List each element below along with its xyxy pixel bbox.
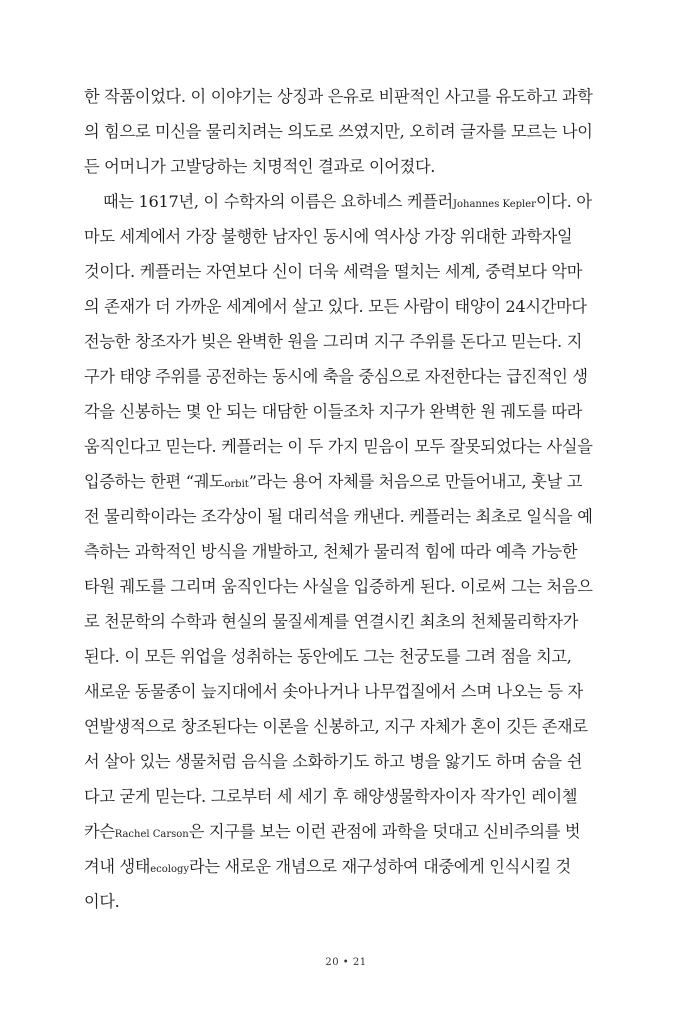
latin-annotation: ecology xyxy=(150,864,190,875)
text-line: 이다. xyxy=(84,892,120,911)
text-line: 전능한 창조자가 빚은 완벽한 원을 그리며 지구 주위를 돈다고 믿는다. 지 xyxy=(84,332,583,351)
latin-annotation: Johannes Kepler xyxy=(452,199,536,210)
text-line: 든 어머니가 고발당하는 치명적인 결과로 이어졌다. xyxy=(84,157,436,176)
text-line: 구가 태양 주위를 공전하는 동시에 축을 중심으로 자전한다는 급진적인 생 xyxy=(84,367,588,386)
text-line: 의 힘으로 미신을 물리치려는 의도로 쓰였지만, 오히려 글자를 모르는 나이 xyxy=(84,122,593,141)
text-line: 전 물리학이라는 조각상이 될 대리석을 캐낸다. 케플러는 최초로 일식을 예 xyxy=(84,507,593,526)
text-line xyxy=(84,849,571,884)
text-line: 로 천문학의 수학과 현실의 물질세계를 연결시킨 최초의 천체물리학자가 xyxy=(84,612,579,631)
text-segment: 카슨 xyxy=(84,822,115,841)
text-line: 된다. 이 모든 위업을 성취하는 동안에도 그는 천궁도를 그려 점을 치고, xyxy=(84,647,572,666)
text-line: 다고 굳게 믿는다. 그로부터 세 세기 후 해양생물학자이자 작가인 레이첼 xyxy=(84,787,578,806)
text-segment: 라는 새로운 개념으로 재구성하여 대중에게 인식시킬 것 xyxy=(189,857,571,876)
text-line: 측하는 과학적인 방식을 개발하고, 천체가 물리적 힘에 따라 예측 가능한 xyxy=(84,542,578,561)
text-line: 한 작품이었다. 이 이야기는 상징과 은유로 비판적인 사고를 유도하고 과학 xyxy=(84,87,593,106)
text-segment: 은 지구를 보는 이런 관점에 과학을 덧대고 신비주의를 벗 xyxy=(188,822,581,841)
text-line: 의 존재가 더 가까운 세계에서 살고 있다. 모든 사람이 태양이 24시간마다 xyxy=(84,297,587,316)
text-line xyxy=(84,464,583,499)
text-segment: 이다. 아 xyxy=(535,192,592,211)
text-line: 마도 세계에서 가장 불행한 남자인 동시에 역사상 가장 위대한 과학자일 xyxy=(84,227,573,246)
text-line xyxy=(84,814,581,849)
text-line xyxy=(84,184,592,219)
text-segment: ”라는 용어 자체를 처음으로 만들어내고, 훗날 고 xyxy=(248,472,583,491)
text-line: 서 살아 있는 생물처럼 음식을 소화하기도 하고 병을 앓기도 하며 숨을 쉰 xyxy=(84,752,583,771)
text-segment: 때는 1617년, 이 수학자의 이름은 요하네스 케플러 xyxy=(103,192,453,211)
text-line: 타원 궤도를 그리며 움직인다는 사실을 입증하게 된다. 이로써 그는 처음으 xyxy=(84,577,593,596)
text-line: 새로운 동물종이 늪지대에서 솟아나거나 나무껍질에서 스며 나오는 등 자 xyxy=(84,682,583,701)
text-line: 움직인다고 믿는다. 케플러는 이 두 가지 믿음이 모두 잘못되었다는 사실을 xyxy=(84,437,593,456)
text-segment: 겨내 생태 xyxy=(84,857,151,876)
body-text xyxy=(84,79,593,919)
text-line: 것이다. 케플러는 자연보다 신이 더욱 세력을 떨치는 세계, 중력보다 악마 xyxy=(84,262,583,281)
latin-annotation: orbit xyxy=(224,479,249,490)
page-number: 20 • 21 xyxy=(325,957,367,968)
text-line: 각을 신봉하는 몇 안 되는 대담한 이들조차 지구가 완벽한 원 궤도를 따라 xyxy=(84,402,583,421)
text-segment: 입증하는 한편 “궤도 xyxy=(84,472,225,491)
latin-annotation: Rachel Carson xyxy=(114,829,189,840)
text-line: 연발생적으로 창조된다는 이론을 신봉하고, 지구 자체가 혼이 깃든 존재로 xyxy=(84,717,588,736)
